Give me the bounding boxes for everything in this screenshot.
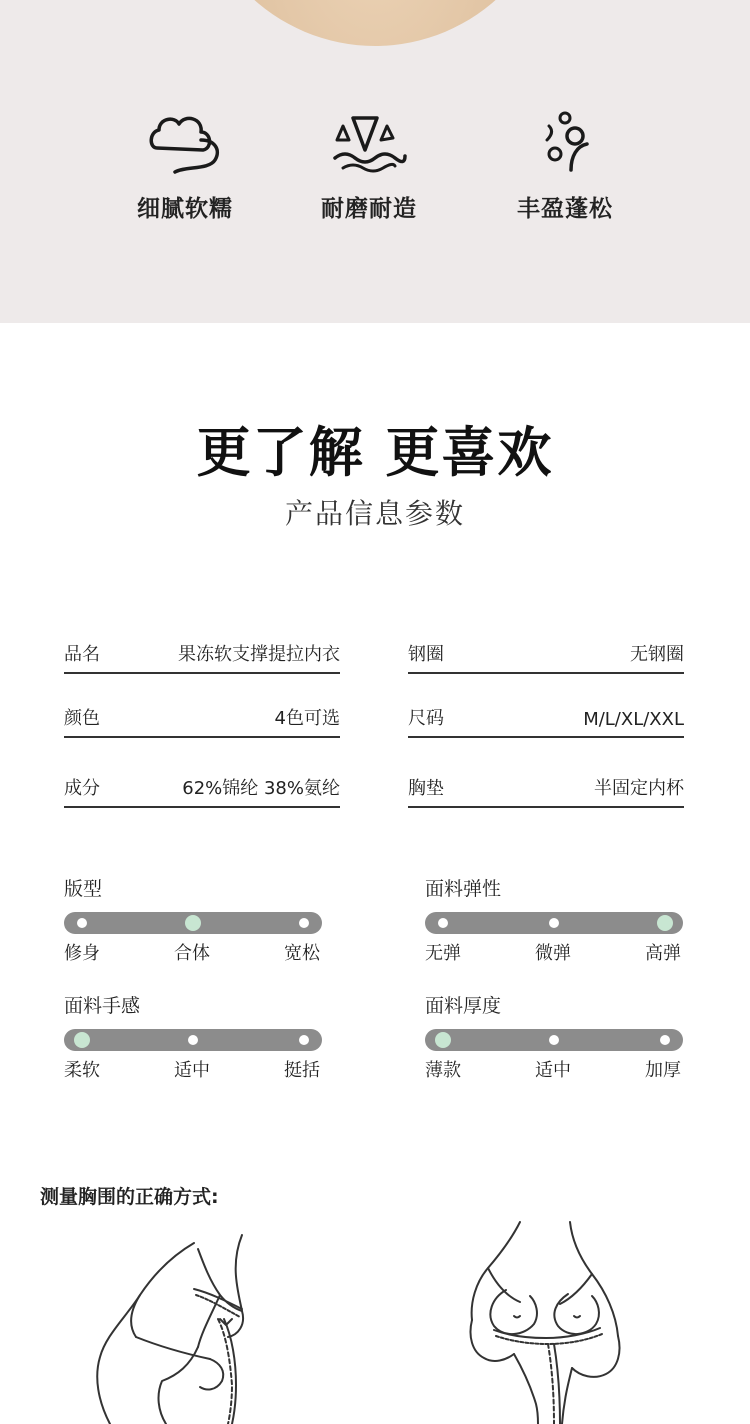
spec-key: 成分 [64,778,100,799]
scale-option: 微弹 [535,943,571,964]
spec-value: 4色可选 [274,708,340,729]
scale-track [425,1029,683,1051]
product-image-arc [191,0,559,46]
scale-track [425,912,683,934]
scale-dot [185,915,201,931]
scale-dot [188,1035,198,1045]
scale-dot [438,918,448,928]
spec-row-name [64,640,340,674]
side-measure-illustration [70,1225,290,1424]
scale-option: 加厚 [645,1060,681,1081]
scale-option: 挺括 [284,1060,320,1081]
spec-row-composition [64,774,340,808]
spec-key: 尺码 [408,708,444,729]
scale-dot [299,1035,309,1045]
spec-row-pad [408,774,684,808]
scale-dot [660,1035,670,1045]
scale-option: 无弹 [425,943,461,964]
feature-banner [0,0,750,323]
scale-title: 面料手感 [64,995,141,1017]
scale-option: 柔软 [64,1060,100,1081]
spec-value: 62%锦纶 38%氨纶 [182,778,340,799]
spec-row-color [64,704,340,738]
spec-value: 果冻软支撑提拉内衣 [178,644,340,665]
scale-title: 面料弹性 [425,878,502,900]
scale-dot [435,1032,451,1048]
scale-dot [549,918,559,928]
spec-value: 无钢圈 [630,644,684,665]
front-measure-illustration [450,1218,650,1424]
scale-option: 高弹 [645,943,681,964]
scale-options [64,939,322,965]
scale-dot [549,1035,559,1045]
feature-label: 耐磨耐造 [321,196,417,222]
fluffy-bubbles-icon [525,110,605,176]
scale-option: 宽松 [284,943,320,964]
feature-soft [110,110,260,223]
scale-option: 合体 [174,943,210,964]
spec-row-size [408,704,684,738]
spec-value: M/L/XL/XXL [583,709,684,730]
scale-title: 版型 [64,878,103,900]
soft-cloud-icon [145,110,225,176]
scale-options [425,1056,683,1082]
scale-options [64,1056,322,1082]
spec-key: 钢圈 [408,644,444,665]
scale-dot [299,918,309,928]
feature-fluffy [490,110,640,223]
spec-key: 胸垫 [408,778,444,799]
scale-option: 适中 [535,1060,571,1081]
scale-dot [657,915,673,931]
spec-row-underwire [408,640,684,674]
scale-option: 薄款 [425,1060,461,1081]
feature-label: 丰盈蓬松 [517,196,613,222]
scale-dot [74,1032,90,1048]
feature-durable [294,110,444,223]
scale-track [64,1029,322,1051]
page-headline: 更了解 更喜欢 [196,421,554,484]
scale-title: 面料厚度 [425,995,502,1017]
spec-key: 品名 [64,644,100,665]
scale-options [425,939,683,965]
scale-elasticity [425,874,683,965]
feature-label: 细腻软糯 [137,196,233,222]
page-subheading: 产品信息参数 [284,497,465,530]
durable-triangle-icon [329,110,409,176]
scale-thickness [425,991,683,1082]
scale-fit [64,874,322,965]
measure-title: 测量胸围的正确方式: [40,1186,219,1208]
scale-hand-feel [64,991,322,1082]
spec-key: 颜色 [64,708,100,729]
scale-option: 修身 [64,943,100,964]
scale-option: 适中 [174,1060,210,1081]
scale-dot [77,918,87,928]
scale-track [64,912,322,934]
spec-value: 半固定内杯 [594,778,684,799]
